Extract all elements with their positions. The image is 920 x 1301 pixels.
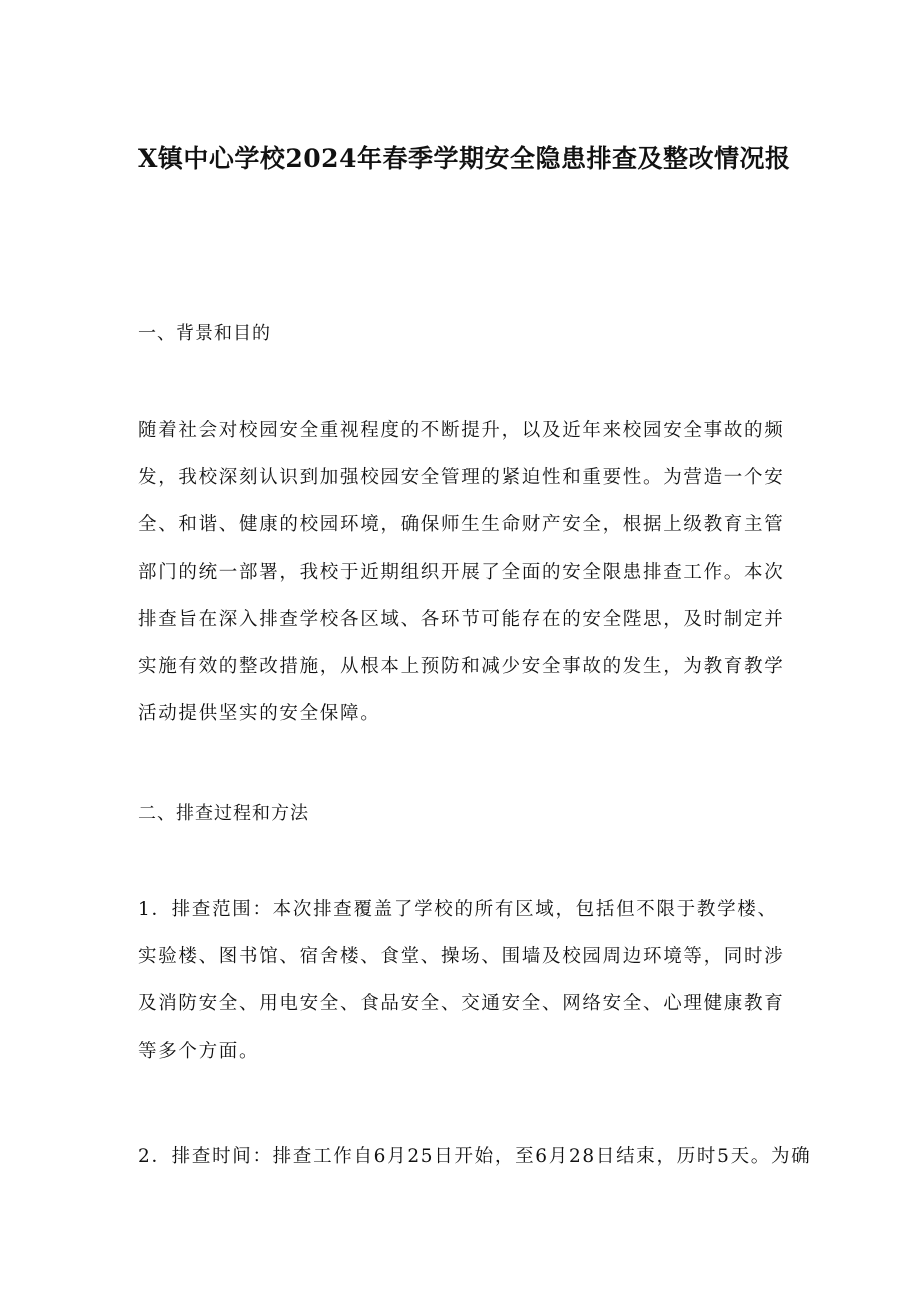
paragraph-line: 等多个方面。 xyxy=(138,1040,260,1062)
paragraph-line: 2．排查时间：排查工作自6月25日开始，至6月28日结束，历时5天。为确 xyxy=(138,1146,812,1167)
paragraph-line: 1．排查范围：本次排查覆盖了学校的所有区域，包括但不限于教学楼、 xyxy=(138,899,778,920)
section-heading-process: 二、排查过程和方法 xyxy=(138,803,309,824)
paragraph-time xyxy=(138,1133,812,1180)
paragraph-background xyxy=(138,407,784,737)
paragraph-line: 部门的统一部署，我校于近期组织开展了全面的安全限患排查工作。本次 xyxy=(138,561,785,583)
section-heading-background: 一、背景和目的 xyxy=(138,323,271,344)
document-title: X镇中心学校2024年春季学期安全隐患排查及整改情况报 xyxy=(138,144,791,173)
paragraph-scope xyxy=(138,886,784,1075)
paragraph-line: 发，我校深刻认识到加强校园安全管理的紧迫性和重要性。为营造一个安 xyxy=(138,467,785,489)
paragraph-line: 实验楼、图书馆、宿舍楼、食堂、操场、围墙及校园周边环境等，同时涉 xyxy=(138,946,785,968)
paragraph-line: 活动提供坚实的安全保障。 xyxy=(138,703,381,725)
paragraph-line: 随着社会对校园安全重视程度的不断提升，以及近年来校园安全事故的频 xyxy=(138,420,785,441)
paragraph-line: 实施有效的整改措施，从根本上预防和减少安全事故的发生，为教育教学 xyxy=(138,656,785,678)
paragraph-line: 全、和谐、健康的校园环境，确保师生生命财产安全，根据上级教育主管 xyxy=(138,514,785,536)
paragraph-line: 及消防安全、用电安全、食品安全、交通安全、网络安全、心理健康教育 xyxy=(138,993,785,1015)
paragraph-line: 排查旨在深入排查学校各区域、各环节可能存在的安全陛思，及时制定并 xyxy=(138,608,785,630)
